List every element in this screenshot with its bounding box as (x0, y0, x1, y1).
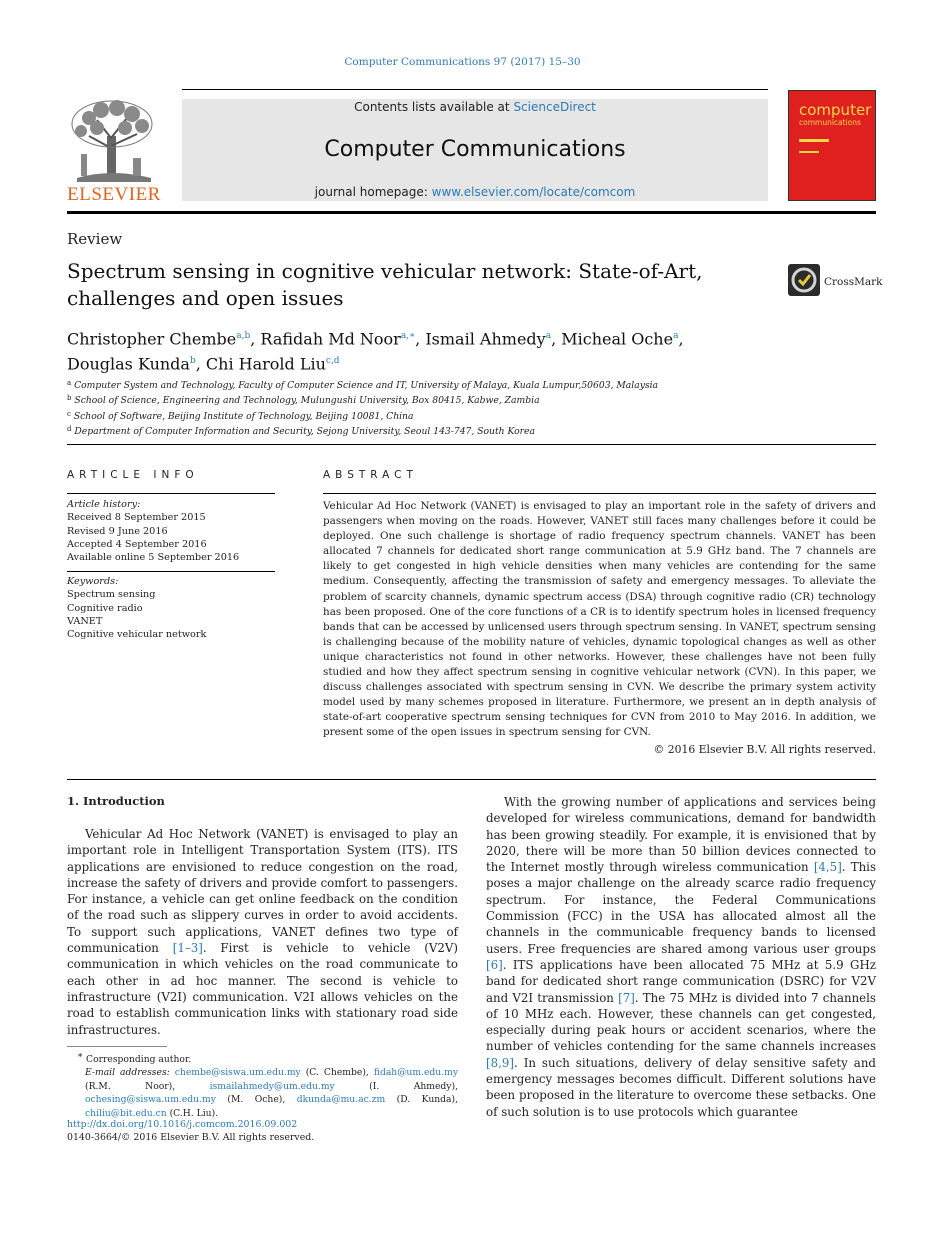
contents-line (182, 100, 768, 114)
author-name: Ismail Ahmedy (425, 329, 546, 349)
history-item: Revised 9 June 2016 (67, 525, 168, 537)
section-heading: 1. Introduction (67, 794, 165, 808)
affiliation-item: $^d$ Department of Computer Information and Security, Sejong University, Seoul 143-747, South Korea (67, 424, 535, 437)
keywords-label: Keywords: (67, 576, 119, 587)
email-addresses: E-mail addresses: chembe@siswa.um.edu.my (C. Chembe), fidah@um.edu.my (R.M. Noor), ismailahmedy@um.edu.my (I. Ahmedy), ochesing@siswa.um.edu.my (M. Oche), dkunda@mu.ac.zm (D. Kunda), chiliu@bit.edu.cn (C.H. Liu). (85, 1067, 459, 1119)
author-list: Christopher Chembe$^{a,b}$, Rafidah Md Noor$^{a,∗}$, Ismail Ahmedy$^a$, Micheal Oche$^a$, Douglas Kunda$^b$, Chi Harold Liu$^{c,d}$ (67, 329, 684, 374)
author-affiliation-mark[interactable]: a (545, 331, 552, 341)
doi-link[interactable]: http://dx.doi.org/10.1016/j.comcom.2016.09.002 (67, 1119, 298, 1130)
author-affiliation-mark[interactable]: a,∗ (400, 331, 416, 341)
author-name: Chi Harold Liu (205, 354, 326, 374)
history-item: Received 8 September 2015 (67, 512, 206, 524)
intro-paragraph: Vehicular Ad Hoc Network (VANET) is envisaged to play an important role in Intelligent Transportation System (ITS). ITS applications are envisioned to reduce congestion on the road, increase the safety of drivers and provide comfort to passengers. For instance, a vehicle can get online feedback on the condition of the road such as slippery curves in order to avoid accidents. To support such applications, VANET defines two type of communication [1–3]. First is vehicle to vehicle (V2V) communication in which vehicles on the road communicate to each other in ad hoc manner. The second is vehicle to infrastructure (V2I) communication. V2I allows vehicles on the road to establish communication links with stationary road side infrastructures. (67, 827, 458, 1037)
contents-prefix: Contents lists available at (354, 100, 514, 114)
affiliation-list (67, 377, 827, 438)
abstract-copyright: © 2016 Elsevier B.V. All rights reserved. (653, 743, 876, 756)
email-link[interactable]: fidah@um.edu.my (373, 1067, 459, 1079)
abstract-text: Vehicular Ad Hoc Network (VANET) is envisaged to play an important role in the safety of drivers and passengers when moving on the roads. However, VANET still faces many challenges before it could be deployed. One such challenge is shortage of radio frequency spectrum channels. VANET has been allocated 7 channels for dedicated short range communication at 5.9 GHz band. The 7 channels are likely to get congested in high vehicle densities when many vehicles are contending for the same medium. Consequently, affecting the transmission of safety and emergency messages. To alleviate the problem of scarcity channels, dynamic spectrum access (DSA) through cognitive radio (CR) technology has been proposed. One of the core functions of a CR is to identify spectrum holes in licensed frequency bands that can be accessed by unlicensed users through spectrum sensing. In VANET, spectrum sensing is challenging because of the mobility nature of vehicles, dynamic topological changes as well as other unique characteristics not found in other networks. However, these challenges have not been fully studied and how they affect spectrum sensing in cognitive vehicular network (CVN). In this paper, we discuss challenges associated with spectrum sensing in CVN. We describe the primary system activity model used by many schemes proposed in literature. Furthermore, we present an in depth analysis of state-of-art cooperative spectrum sensing techniques for CVN from 2010 to May 2016. In addition, we present some of the open issues in spectrum sensing for CVN. (323, 500, 876, 739)
author-affiliation-mark[interactable]: c,d (325, 356, 340, 367)
footnotes (67, 1050, 458, 1120)
intro-paragraph: With the growing number of applications and services being developed for wireless communications, demand for bandwidth has been growing steadily. For example, it is envisioned that by 2020, there will be more than 50 billion devices connected to the Internet mostly through wireless communication [4,5]. This poses a major challenge on the already scarce radio frequency spectrum. For instance, the Federal Communications Commission (FCC) in the USA has allocated almost all the channels in the communicable frequency bands to licensed users. Free frequencies are shared among various user groups [6]. ITS applications have been allocated 75 MHz at 5.9 GHz band for dedicated short range communication (DSRC) for V2V and V2I transmission [7]. The 75 MHz is divided into 7 channels of 10 MHz each. However, these channels can get congested, especially during peak hours or accident scenarios, where the number of vehicles contending for the same channels increases [8,9]. In such situations, delivery of delay sensitive safety and emergency messages becomes difficult. Different solutions have been proposed in the literature to overcome these setbacks. One of such solution is to use protocols which guarantee (486, 795, 876, 1119)
keywords-rule (67, 571, 275, 572)
citation-link[interactable]: [4,5] (813, 860, 842, 875)
citation-link[interactable]: [1–3] (172, 941, 203, 956)
citation-link[interactable]: [8,9] (486, 1055, 514, 1070)
journal-citation[interactable]: Computer Communications 97 (2017) 15–30 (344, 56, 581, 68)
crossmark-label[interactable]: CrossMark (824, 276, 883, 288)
sciencedirect-link[interactable]: ScienceDirect (513, 100, 596, 114)
article-info-rule (67, 493, 275, 494)
article-title: Spectrum sensing in cognitive vehicular network: State-of-Art, challenges and open issues (67, 259, 703, 310)
author-affiliation-mark[interactable]: a (673, 331, 679, 341)
email-link[interactable]: chembe@siswa.um.edu.my (174, 1067, 301, 1079)
author-name: Douglas Kunda (67, 354, 190, 374)
author-name: Christopher Chembe (67, 329, 237, 349)
homepage-link[interactable]: www.elsevier.com/locate/comcom (431, 185, 636, 199)
email-label: E-mail addresses: (85, 1067, 170, 1079)
cover-title: computer (799, 101, 872, 119)
keyword-item: Cognitive radio (67, 602, 143, 614)
journal-cover-thumbnail[interactable] (788, 90, 876, 201)
crossmark-icon[interactable] (788, 264, 820, 296)
article-info-heading: ARTICLE INFO (67, 469, 199, 481)
publisher-logo-text: ELSEVIER (67, 184, 161, 205)
abstract-rule (323, 493, 876, 494)
history-label: Article history: (67, 499, 141, 510)
email-link[interactable]: ochesing@siswa.um.edu.my (85, 1094, 216, 1106)
title-block-rule (67, 444, 876, 445)
history-item: Accepted 4 September 2016 (67, 538, 207, 550)
article-history (67, 498, 277, 564)
homepage-prefix: journal homepage: (314, 185, 432, 199)
citation-link[interactable]: [7] (618, 990, 635, 1005)
abstract-heading: ABSTRACT (323, 469, 418, 481)
journal-title: Computer Communications (324, 137, 626, 162)
footnote-rule (67, 1046, 167, 1047)
affiliation-item: $^c$ School of Software, Beijing Institute of Technology, Beijing 10081, China (67, 409, 414, 422)
author-name: Rafidah Md Noor (260, 329, 401, 349)
keyword-item: Cognitive vehicular network (67, 629, 207, 641)
affiliation-item: $^b$ School of Science, Engineering and Technology, Mulungushi University, Box 80415, Kabwe, Zambia (67, 394, 540, 407)
email-link[interactable]: chiliu@bit.edu.cn (85, 1107, 167, 1119)
author-name: Micheal Oche (561, 329, 674, 349)
email-link[interactable]: dkunda@mu.ac.zm (296, 1094, 386, 1106)
header-rule-thin (182, 89, 768, 90)
keyword-item: VANET (67, 615, 103, 627)
doi-block (67, 1118, 458, 1145)
keyword-list (67, 575, 277, 641)
history-item: Available online 5 September 2016 (67, 552, 240, 564)
cover-subtitle: communications (799, 118, 861, 127)
keyword-item: Spectrum sensing (67, 589, 156, 601)
affiliation-item: $^a$ Computer System and Technology, Faculty of Computer Science and IT, University of Malaya, Kuala Lumpur,50603, Malaysia (67, 379, 659, 391)
homepage-line (182, 185, 768, 199)
front-matter-rule (67, 779, 876, 780)
citation-link[interactable]: [6] (486, 957, 503, 972)
author-affiliation-mark[interactable]: a,b (236, 331, 251, 341)
header-rule-thick (67, 211, 876, 214)
email-link[interactable]: ismailahmedy@um.edu.my (209, 1080, 335, 1092)
issn-copyright: 0140-3664/© 2016 Elsevier B.V. All rights reserved. (67, 1132, 315, 1144)
corresponding-note: ∗ Corresponding author. (77, 1051, 192, 1066)
author-affiliation-mark[interactable]: b (189, 356, 196, 367)
article-type: Review (67, 230, 123, 248)
